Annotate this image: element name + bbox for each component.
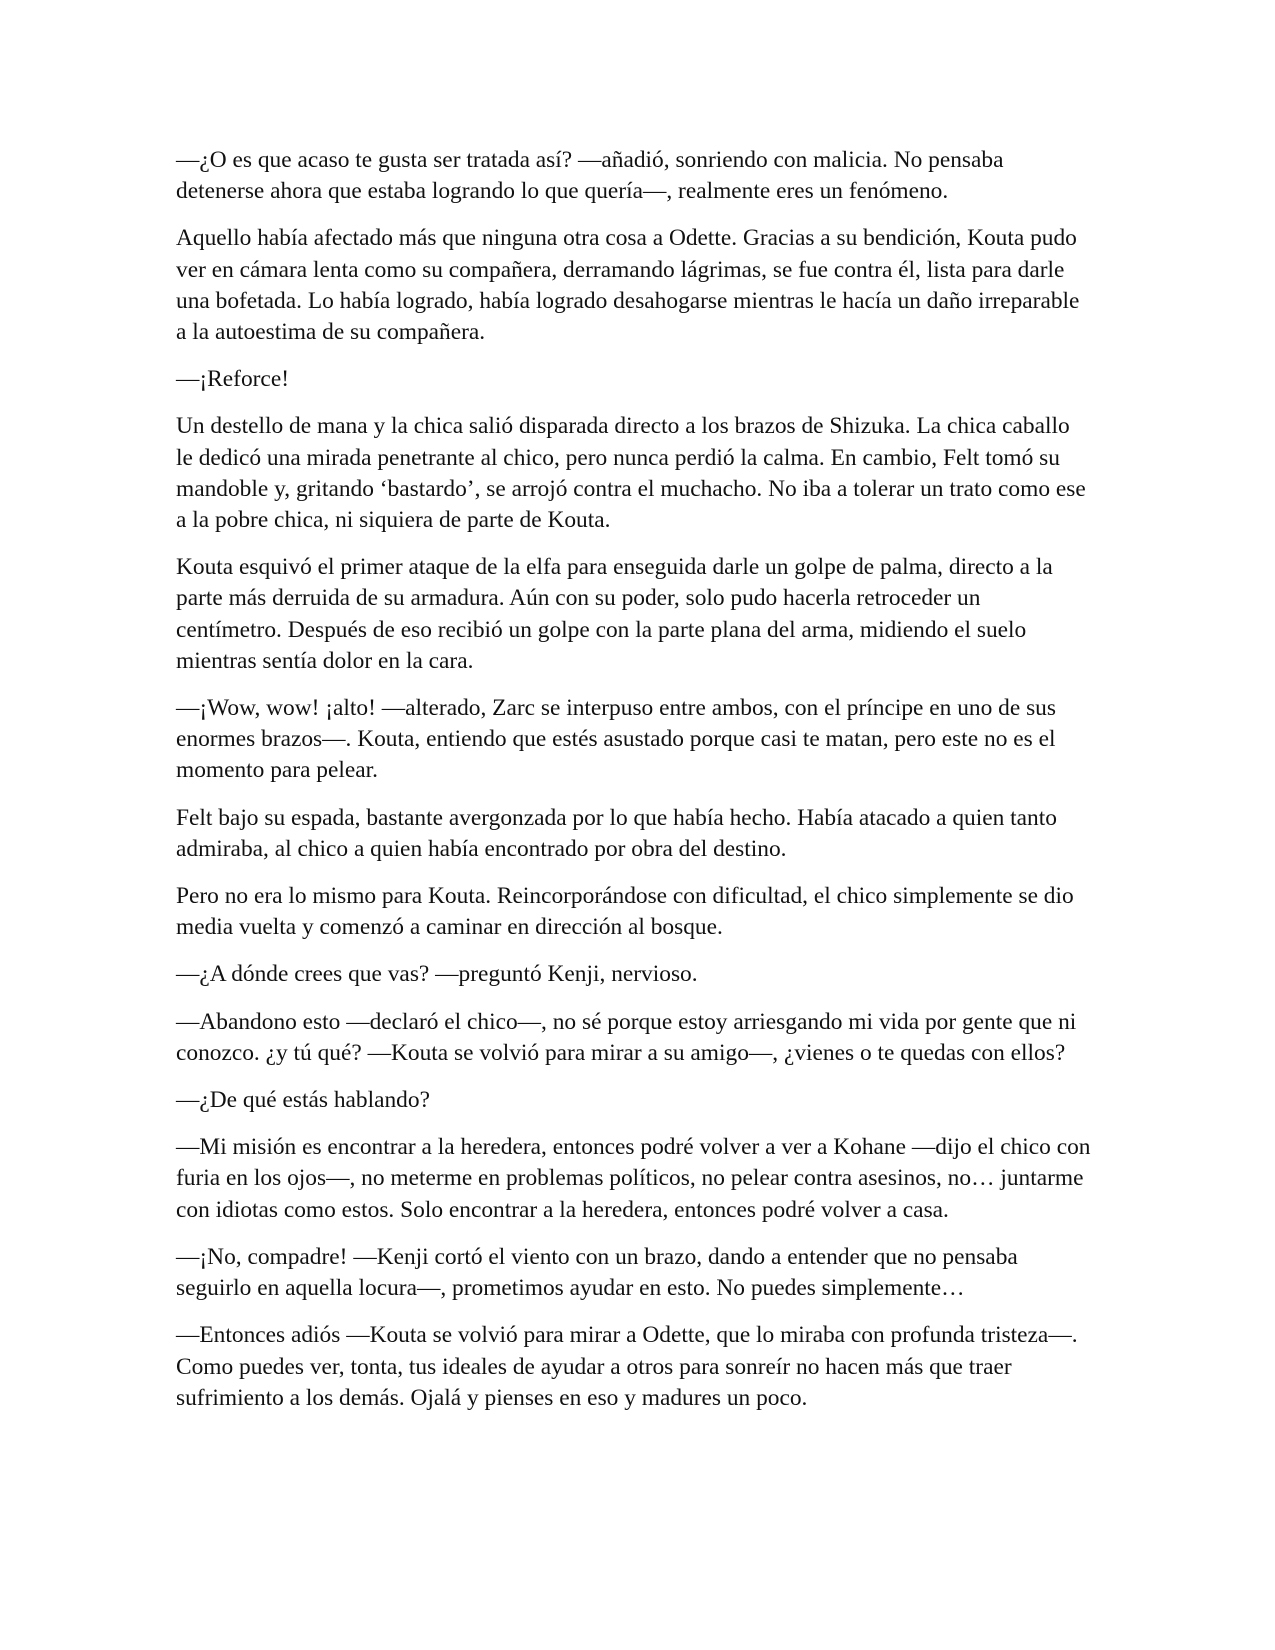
paragraph: —Mi misión es encontrar a la heredera, entonces podré volver a ver a Kohane —dijo el chico con furia en los ojos—, no meterme en problemas políticos, no pelear contra asesinos, no… juntarme con idiotas como estos. Solo encontrar a la heredera, entonces podré volver a casa.: [176, 1134, 1091, 1223]
paragraph: Aquello había afectado más que ninguna otra cosa a Odette. Gracias a su bendición, Kouta pudo ver en cámara lenta como su compañera, derramando lágrimas, se fue contra él, lista para darle una bofetada. Lo había logrado, había logrado desahogarse mientras le hacía un daño irreparable a la autoestima de su compañera.: [176, 225, 1080, 346]
paragraph: —¡Wow, wow! ¡alto! —alterado, Zarc se interpuso entre ambos, con el príncipe en uno de sus enormes brazos—. Kouta, entiendo que estés asustado porque casi te matan, pero este no es el momento para pelear.: [176, 695, 1056, 784]
paragraph: —¿De qué estás hablando?: [176, 1087, 430, 1114]
paragraph: —Entonces adiós —Kouta se volvió para mirar a Odette, que lo miraba con profunda tristeza—. Como puedes ver, tonta, tus ideales de ayudar a otros para sonreír no hacen más que traer sufrimiento a los demás. Ojalá y pienses en eso y madures un poco.: [176, 1322, 1078, 1411]
paragraph: —¡No, compadre! —Kenji cortó el viento con un brazo, dando a entender que no pensaba seguirlo en aquella locura—, prometimos ayudar en esto. No puedes simplemente…: [176, 1243, 1018, 1302]
paragraph: —¿O es que acaso te gusta ser tratada así? —añadió, sonriendo con malicia. No pensaba detenerse ahora que estaba logrando lo que quería—, realmente eres un fenómeno.: [176, 147, 1004, 205]
body-text: [176, 145, 1091, 1430]
paragraph: —¿A dónde crees que vas? —preguntó Kenji, nervioso.: [176, 961, 698, 988]
paragraph: —Abandono esto —declaró el chico—, no sé porque estoy arriesgando mi vida por gente que ni conozco. ¿y tú qué? —Kouta se volvió para mirar a su amigo—, ¿vienes o te quedas con ellos?: [176, 1008, 1077, 1066]
paragraph: —¡Reforce!: [176, 366, 289, 393]
paragraph: Un destello de mana y la chica salió disparada directo a los brazos de Shizuka. La chica caballo le dedicó una mirada penetrante al chico, pero nunca perdió la calma. En cambio, Felt tomó su mandoble y, gritando ‘bastardo’, se arrojó contra el muchacho. No iba a tolerar un trato como ese a la pobre chica, ni siquiera de parte de Kouta.: [176, 413, 1086, 534]
paragraph: Felt bajo su espada, bastante avergonzada por lo que había hecho. Había atacado a quien tanto admiraba, al chico a quien había encontrado por obra del destino.: [176, 804, 1057, 862]
paragraph: Kouta esquivó el primer ataque de la elfa para enseguida darle un golpe de palma, directo a la parte más derruida de su armadura. Aún con su poder, solo pudo hacerla retroceder un centímetro. Después de eso recibió un golpe con la parte plana del arma, midiendo el suelo mientras sentía dolor en la cara.: [176, 554, 1053, 674]
paragraph: Pero no era lo mismo para Kouta. Reincorporándose con dificultad, el chico simplemente se dio media vuelta y comenzó a caminar en dirección al bosque.: [176, 883, 1074, 941]
